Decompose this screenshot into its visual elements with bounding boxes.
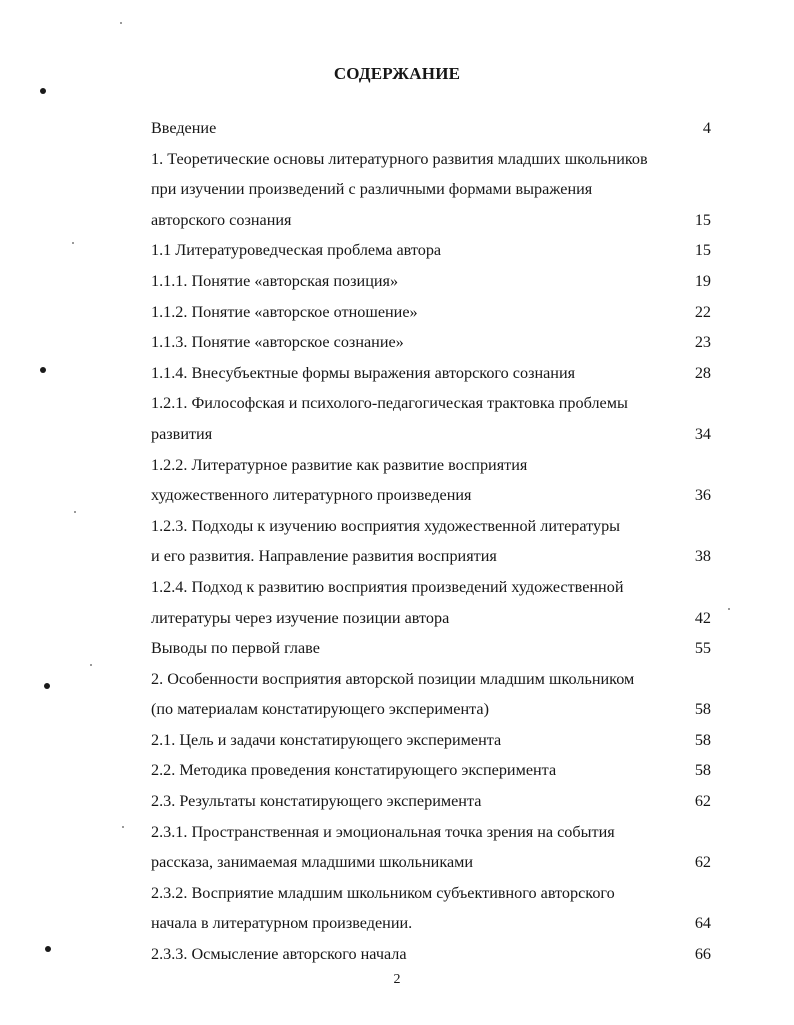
toc-entry-page: 58 xyxy=(694,761,711,780)
toc-entry-text: 1.1.4. Внесубъектные формы выражения авторского сознания xyxy=(151,363,576,382)
page-title: СОДЕРЖАНИЕ xyxy=(333,64,461,83)
toc-entry-page: 58 xyxy=(694,700,711,719)
toc-entry-page: 15 xyxy=(694,210,711,229)
toc-entry-text: 1.2.1. Философская и психолого-педагогическая трактовка проблемы xyxy=(151,394,628,413)
toc-entry xyxy=(151,878,711,909)
toc-entry-text: художественного литературного произведения xyxy=(151,486,472,505)
toc-entry-page: 36 xyxy=(694,486,711,505)
toc-entry xyxy=(151,205,711,236)
toc-entry-page: 42 xyxy=(694,608,711,627)
toc-entry-page: 64 xyxy=(694,914,711,933)
toc-entry xyxy=(151,541,711,572)
toc-entry xyxy=(151,358,711,389)
toc-entry-text: рассказа, занимаемая младшими школьниками xyxy=(151,853,474,872)
toc-entry xyxy=(151,817,711,848)
toc-entry xyxy=(151,235,711,266)
toc-entry xyxy=(151,450,711,481)
toc-entry-text: 2. Особенности восприятия авторской позиции младшим школьником xyxy=(151,669,635,688)
binder-hole-mark xyxy=(44,683,50,689)
toc-entry-text: 1.2.3. Подходы к изучению восприятия художественной литературы xyxy=(151,516,621,535)
toc-entry-text: Введение xyxy=(151,119,217,137)
toc-entry xyxy=(151,480,711,511)
toc-entry-text: литературы через изучение позиции автора xyxy=(151,608,450,627)
toc-entry xyxy=(151,511,711,542)
toc-entry xyxy=(151,847,711,878)
toc-entry xyxy=(151,908,711,939)
toc-entry-page: 22 xyxy=(694,302,711,321)
toc-entry-text: начала в литературном произведении. xyxy=(151,914,413,933)
toc-entry xyxy=(151,174,711,205)
toc-entry-text: и его развития. Направление развития восприятия xyxy=(151,547,497,566)
toc-entry xyxy=(151,694,711,725)
scan-speck xyxy=(728,608,730,610)
toc-entry xyxy=(151,388,711,419)
toc-entry xyxy=(151,755,711,786)
binder-hole-mark xyxy=(45,946,51,952)
toc-entry-text: 2.1. Цель и задачи констатирующего эксперимента xyxy=(151,730,502,749)
toc-entry xyxy=(151,266,711,297)
toc-entry-text: 1.1.3. Понятие «авторское сознание» xyxy=(151,333,404,352)
toc-entry-text: 2.3. Результаты констатирующего эксперимента xyxy=(151,792,482,811)
toc-entry xyxy=(151,939,711,970)
toc-entry-text: (по материалам констатирующего эксперимента) xyxy=(151,700,489,719)
toc-entry-page: 19 xyxy=(694,271,711,290)
toc-entry xyxy=(151,664,711,695)
toc-entry-text: при изучении произведений с различными формами выражения xyxy=(151,180,593,199)
toc-entry-text: развития xyxy=(151,424,213,443)
toc-entry-text: 1.1.1. Понятие «авторская позиция» xyxy=(151,271,399,290)
toc-entry-page: 62 xyxy=(694,792,711,811)
toc-entry xyxy=(151,603,711,634)
scan-speck xyxy=(90,664,92,666)
toc-entry-page: 58 xyxy=(694,730,711,749)
toc-entry-text: Выводы по первой главе xyxy=(151,639,320,658)
toc-entry xyxy=(151,297,711,328)
toc-entry-page: 23 xyxy=(694,333,711,352)
scan-speck xyxy=(122,826,124,828)
toc-entry xyxy=(151,572,711,603)
toc-entry-text: 1.1.2. Понятие «авторское отношение» xyxy=(151,302,418,321)
toc-entry-text: 2.2. Методика проведения констатирующего эксперимента xyxy=(151,761,557,780)
toc-entry-page: 15 xyxy=(694,241,711,260)
toc-entry-text: 1.2.2. Литературное развитие как развитие восприятия xyxy=(151,455,528,474)
toc-entry-page: 66 xyxy=(694,945,711,964)
toc-entry-page: 55 xyxy=(694,639,711,658)
scan-speck xyxy=(120,22,122,24)
binder-hole-mark xyxy=(40,367,46,373)
toc-entry xyxy=(151,113,711,144)
toc-entry-page: 38 xyxy=(694,547,711,566)
scan-speck xyxy=(72,242,74,244)
toc-entry-text: 2.3.2. Восприятие младшим школьником субъективного авторского xyxy=(151,883,615,902)
toc-entry-page: 4 xyxy=(702,119,711,137)
toc-entry-text: 1.1 Литературоведческая проблема автора xyxy=(151,241,442,260)
toc-entry-page: 34 xyxy=(694,424,711,443)
table-of-contents xyxy=(151,113,711,970)
toc-entry-page: 28 xyxy=(694,363,711,382)
toc-entry-text: 1. Теоретические основы литературного развития младших школьников xyxy=(151,149,648,168)
binder-hole-mark xyxy=(40,88,46,94)
toc-entry xyxy=(151,144,711,175)
toc-entry xyxy=(151,786,711,817)
toc-entry xyxy=(151,633,711,664)
toc-entry-text: 2.3.3. Осмысление авторского начала xyxy=(151,945,407,964)
scan-speck xyxy=(74,511,76,513)
toc-entry-text: 1.2.4. Подход к развитию восприятия произведений художественной xyxy=(151,577,624,596)
toc-entry-text: 2.3.1. Пространственная и эмоциональная точка зрения на события xyxy=(151,822,615,841)
toc-entry xyxy=(151,725,711,756)
toc-entry-text: авторского сознания xyxy=(151,210,292,229)
toc-entry xyxy=(151,327,711,358)
toc-entry xyxy=(151,419,711,450)
toc-entry-page: 62 xyxy=(694,853,711,872)
page-number: 2 xyxy=(393,972,401,987)
